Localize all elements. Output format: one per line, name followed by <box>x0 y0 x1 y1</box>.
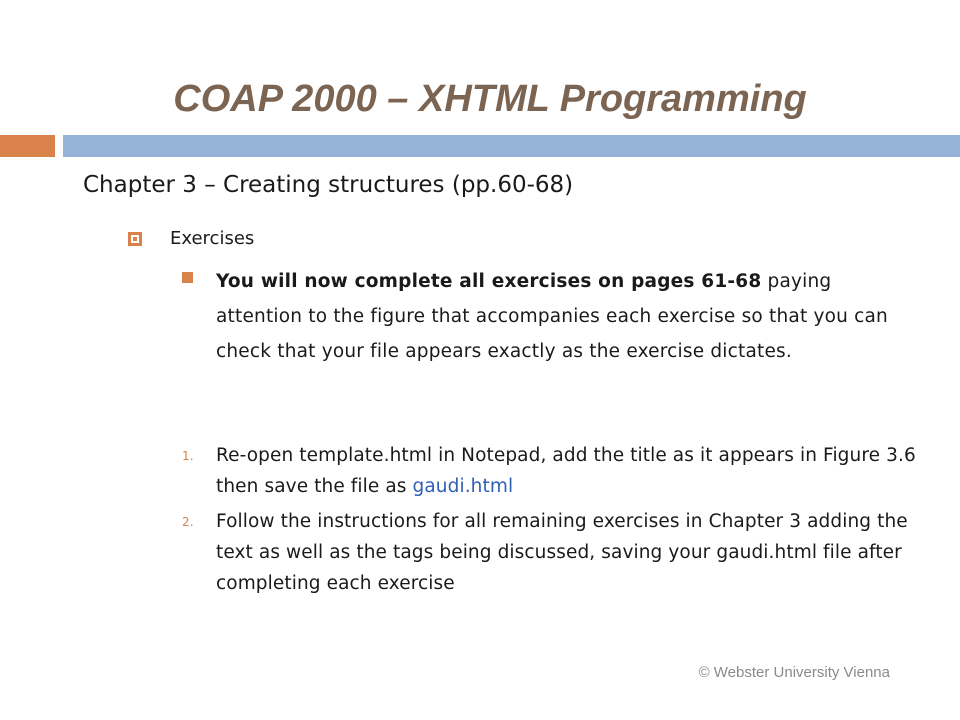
gaudi-html-link[interactable]: gaudi.html <box>412 476 514 497</box>
sub-bullet-text <box>216 264 902 369</box>
list-item <box>182 440 922 502</box>
bullet-item-exercises <box>128 228 254 249</box>
step-number: 1. <box>182 449 194 463</box>
sub-bullet-item <box>182 264 902 369</box>
footer-copyright: © Webster University Vienna <box>698 664 890 681</box>
chapter-heading: Chapter 3 – Creating structures (pp.60-68) <box>83 172 574 198</box>
list-item <box>182 506 922 599</box>
title-accent-bar-orange <box>0 135 55 157</box>
hollow-square-bullet-icon <box>128 232 142 246</box>
step-text: Re-open template.html in Notepad, add the title as it appears in Figure 3.6 then save the file as <box>216 445 916 497</box>
title-accent-bar-blue <box>63 135 960 157</box>
slide-title: COAP 2000 – XHTML Programming <box>173 78 807 120</box>
filled-square-bullet-icon <box>182 272 193 283</box>
step-number: 2. <box>182 515 194 529</box>
sub-bullet-rest-text: paying attention to the figure that accompanies each exercise so that you can check that your file appears exactly as the exercise dictates. <box>216 271 888 362</box>
bullet-label-exercises: Exercises <box>170 228 255 249</box>
step-text: Follow the instructions for all remaining exercises in Chapter 3 adding the text as well as the tags being discussed, saving your gaudi.html file after completing each exercise <box>216 511 908 594</box>
numbered-steps-list <box>182 440 922 603</box>
sub-bullet-bold-text: You will now complete all exercises on pages 61-68 <box>216 271 762 292</box>
